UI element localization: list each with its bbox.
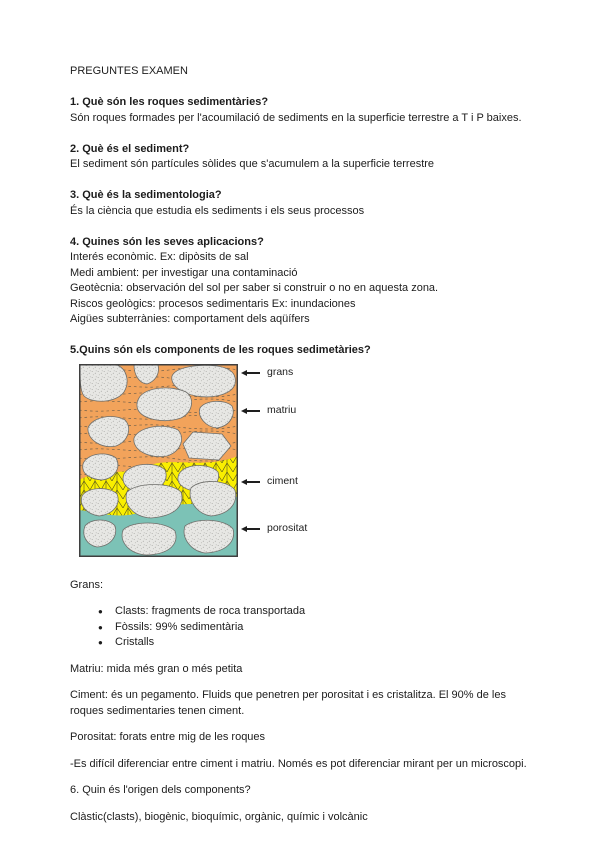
note-text: -Es difícil diferenciar entre ciment i matriu. Només es pot diferenciar mirant per un microscopi. bbox=[70, 757, 527, 770]
question-4-answer-line: Medi ambient: per investigar una contaminació bbox=[70, 266, 298, 279]
question-4-answer-line: Interés econòmic. Ex: dipòsits de sal bbox=[70, 251, 249, 263]
question-5-heading: 5.Quins són els components de les roques sedimetàries? bbox=[70, 344, 371, 356]
list-item-text: Fòssils: 99% sedimentària bbox=[115, 620, 244, 633]
question-4-answer-line: Riscos geològics: procesos sedimentaris Ex: inundaciones bbox=[70, 297, 356, 310]
list-item bbox=[70, 635, 532, 651]
document-content bbox=[70, 64, 532, 825]
question-4-answer-line: Geotècnia: observación del sol per saber si construir o no en aquesta zona. bbox=[70, 282, 439, 294]
arrow-left-icon bbox=[247, 410, 260, 411]
bullet-icon bbox=[98, 620, 103, 636]
bullet-icon bbox=[98, 604, 103, 620]
document-title: PREGUNTES EXAMEN bbox=[70, 65, 188, 77]
figure-label-text: matriu bbox=[267, 404, 297, 417]
porositat-definition: Porositat: forats entre mig de les roques bbox=[70, 731, 266, 743]
question-1-answer: Són roques formades per l'acoumilació de sediments en la superficie terrestre a T i P baixes. bbox=[70, 111, 522, 124]
list-item bbox=[70, 620, 532, 636]
question-3 bbox=[70, 188, 532, 219]
figure-label-grans bbox=[240, 367, 293, 380]
components-section bbox=[70, 578, 532, 773]
question-2-heading: 2. Què és el sediment? bbox=[70, 142, 190, 155]
figure-label-text: ciment bbox=[267, 475, 298, 488]
list-item-text: Cristalls bbox=[115, 636, 155, 648]
question-1 bbox=[70, 95, 532, 126]
question-6 bbox=[70, 783, 532, 825]
grans-heading: Grans: bbox=[70, 578, 104, 591]
list-item-text: Clasts: fragments de roca transportada bbox=[115, 605, 306, 617]
question-6-answer: Clàstic(clasts), biogènic, bioquímic, orgànic, químic i volcànic bbox=[70, 810, 368, 823]
question-4 bbox=[70, 235, 532, 328]
question-3-heading: 3. Què és la sedimentologia? bbox=[70, 189, 222, 201]
question-2-answer: El sediment són partícules sòlides que s'acumulem a la superficie terrestre bbox=[70, 158, 435, 170]
question-3-answer: És la ciència que estudia els sediments i els seus processos bbox=[70, 204, 365, 217]
question-2 bbox=[70, 142, 532, 173]
figure-label-matriu bbox=[240, 405, 296, 418]
figure-label-text: grans bbox=[267, 366, 294, 379]
matriu-definition: Matriu: mida més gran o més petita bbox=[70, 662, 243, 675]
question-4-answer-line: Aigües subterrànies: comportament dels aqüífers bbox=[70, 313, 310, 325]
question-1-heading: 1. Què són les roques sedimentàries? bbox=[70, 96, 269, 108]
figure-label-text: porositat bbox=[267, 522, 308, 535]
figure-label-ciment bbox=[240, 476, 298, 489]
arrow-left-icon bbox=[247, 372, 260, 373]
arrow-left-icon bbox=[247, 481, 260, 482]
ciment-definition: Ciment: és un pegamento. Fluids que penetren per porositat i es cristalitza. El 90% de les roques sedimentaries tenen ciment. bbox=[70, 689, 506, 717]
question-5 bbox=[70, 343, 532, 557]
rock-components-diagram bbox=[79, 364, 238, 557]
bullet-icon bbox=[98, 635, 103, 651]
figure-label-porositat bbox=[240, 523, 307, 536]
rock-components-figure bbox=[79, 364, 409, 557]
arrow-left-icon bbox=[247, 528, 260, 529]
question-4-heading: 4. Quines són les seves aplicacions? bbox=[70, 235, 264, 248]
question-6-heading: 6. Quin és l'origen dels components? bbox=[70, 784, 251, 796]
list-item bbox=[70, 604, 532, 620]
